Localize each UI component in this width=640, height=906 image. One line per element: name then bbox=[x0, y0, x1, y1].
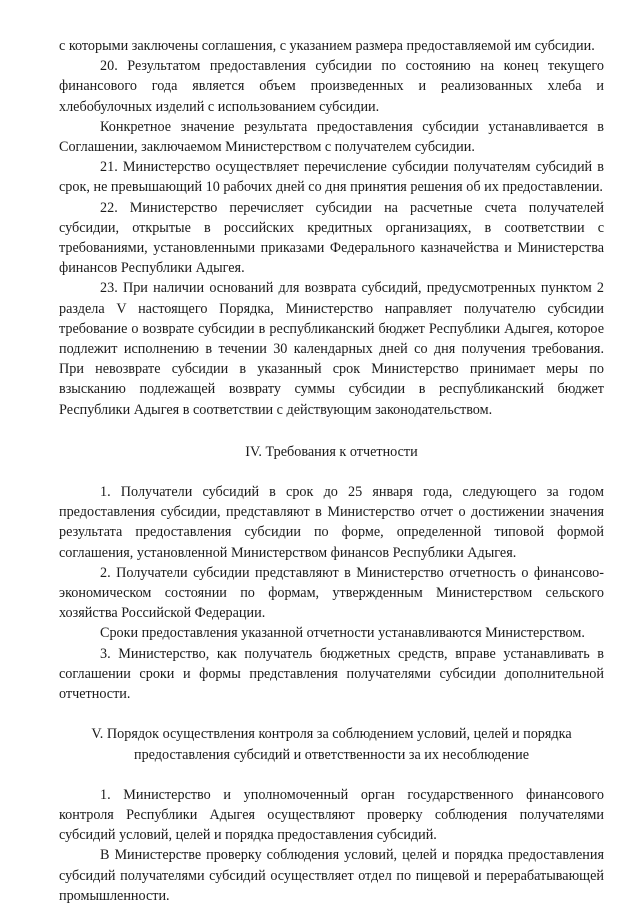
section-iv-paragraph-deadlines: Сроки предоставления указанной отчетности устанавливаются Министерством. bbox=[100, 625, 585, 642]
paragraph-22: 22. Министерство перечисляет субсидии на расчетные счета получателей субсидии, открытые в российских кредитных организациях, в соответствии с требованиями, установленными приказами Федерального казначейства и Министерства финансов Республики Адыгея. bbox=[59, 199, 604, 277]
section-v-heading-line2: предоставления субсидий и ответственности за их несоблюдение bbox=[134, 746, 529, 763]
section-v-paragraph-department: В Министерстве проверку соблюдения условий, целей и порядка предоставления субсидий получателями субсидий осуществляет отдел по пищевой и перерабатывающей промышленности. bbox=[59, 847, 604, 904]
section-iv-paragraph-2: 2. Получатели субсидии представляют в Министерство отчетность о финансово-экономическом состоянии по формам, утвержденным Министерством сельского хозяйства Российской Федерации. bbox=[59, 564, 604, 622]
section-iv-paragraph-3: 3. Министерство, как получатель бюджетных средств, вправе устанавливать в соглашении сроки и формы представления получателями субсидии дополнительной отчетности. bbox=[59, 645, 604, 703]
paragraph-20-result-value: Конкретное значение результата предоставления субсидии устанавливается в Соглашении, заключаемом Министерством с получателем субсидии. bbox=[59, 118, 604, 156]
section-v-paragraph-1: 1. Министерство и уполномоченный орган государственного финансового контроля Республики Адыгея осуществляют проверку соблюдения получателями субсидий условий, целей и порядка предоставления субсидий. bbox=[59, 786, 604, 844]
section-v-heading bbox=[59, 724, 604, 764]
paragraph-20: 20. Результатом предоставления субсидии по состоянию на конец текущего финансового года является объем произведенных и реализованных хлеба и хлебобулочных изделий с использованием субсидии. bbox=[59, 58, 604, 115]
section-iv-paragraph-1: 1. Получатели субсидий в срок до 25 января года, следующего за годом предоставления субсидии, представляют в Министерство отчет о достижении значения результата предоставления субсидии по форме, определенной типовой формой соглашения, установленной Министерством финансов Республики Адыгея. bbox=[59, 484, 604, 561]
section-v-heading-line1: V. Порядок осуществления контроля за соблюдением условий, целей и порядка bbox=[91, 726, 572, 743]
paragraph-continuation: с которыми заключены соглашения, с указанием размера предоставляемой им субсидии. bbox=[59, 38, 595, 54]
paragraph-23: 23. При наличии оснований для возврата субсидий, предусмотренных пунктом 2 раздела V настоящего Порядка, Министерство направляет получателю субсидии требование о возврате субсидии в республиканский бюджет Республики Адыгея, которое подлежит исполнению в течении 30 календарных дней со дня получения требования. При невозврате субсидии в указанный срок Министерство принимает меры по взысканию подлежащей возврату суммы субсидии в республиканский бюджет Республики Адыгея в соответствии с действующим законодательством. bbox=[59, 280, 604, 418]
paragraph-21: 21. Министерство осуществляет перечисление субсидии получателям субсидий в срок, не превышающий 10 рабочих дней со дня принятия решения об их предоставлении. bbox=[59, 159, 604, 196]
section-iv-heading: IV. Требования к отчетности bbox=[245, 443, 418, 460]
document-page bbox=[59, 36, 604, 906]
